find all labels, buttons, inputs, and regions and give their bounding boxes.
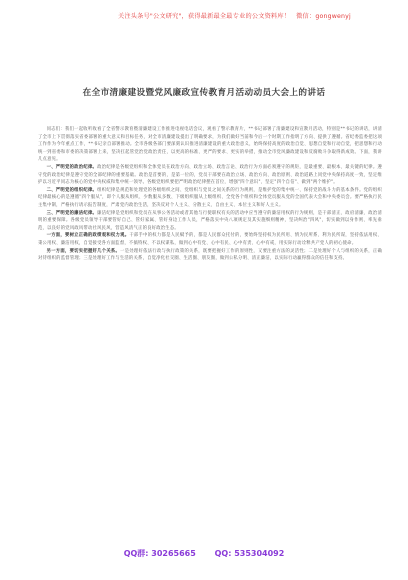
paragraph-power-view: 一方面，要树立正确的政绩观和权力观。干部手中的权力都是人民赋予的，都是人民群众托付的，要始终坚持权为民所用、情为民所系、利为民所谋，坚持依法用权、秉公用权、廉洁用权，自觉接受各方面监督，不搞特权、不以权谋私，做到心中有党、心中有民、心中有责、心中有戒，用实际行动诠释共产党人的初心使命。 — [38, 233, 382, 246]
qq-number: QQ: 535304092 — [214, 549, 285, 558]
paragraph-organizational-discipline: 二、严明党的组织纪律。组织纪律是规范和处理党的各级组织之间、党组织与党员之间关系的行为规则，是维护党的集中统一、保持党的战斗力的基本条件。党的组织纪律最核心的是遵循"四个服从"，即个人服从组织、少数服从多数、下级组织服从上级组织、全党各个组织和全体党员服从党的全国代表大会和中央委员会。要严格执行民主集中制，严格执行请示报告制度，严肃党内政治生活，坚决反对个人主义、分散主义、自由主义、本位主义和好人主义。 — [38, 187, 382, 208]
promo-banner — [0, 0, 408, 30]
paragraph-intro: 同志们：我们一起收听收看了全省警示教育暨清廉建设工作推进电视电话会议，观看了警示教育片，**书记部署了清廉建设和宣教月活动，特别是**书记的讲话，讲清了全市上下贯彻落实省委部署的重大意义和目标任务，对全市清廉建设提出了明确要求，为我们做好当前和今后一个时期工作指明了方向、提供了遵循。省纪委监委把这项工作作为今年重点工作，**书记亲自部署推动。全市各级各部门要深刻认识推进清廉建设的重大政治意义，始终保持高度的政治自觉、思想自觉和行动自觉，把思想和行动统一到省委和市委的决策部署上来，坚决扛起管党治党政治责任，以更高的标准、更严的要求、更实的举措，推动全市党风廉政建设和反腐败斗争取得新成效。下面，我讲几点意见。 — [38, 127, 382, 163]
contact-footer — [0, 548, 408, 559]
qq-group: QQ群: 30265665 — [123, 549, 196, 558]
wechat-id: 微信：gongwenyj — [296, 13, 351, 20]
document-body — [38, 126, 382, 263]
promo-text — [118, 11, 357, 20]
promo-message: 关注头条号"公文研究"，获得最新最全最专业的公文资料库！ — [118, 13, 291, 20]
paragraph-political-discipline: 一、严明党的政治纪律。政治纪律是各级党组织和全体党员在政治方向、政治立场、政治言论、政治行为方面必须遵守的规矩，是最重要、最根本、最关键的纪律。遵守党的政治纪律是遵守党的全部纪律的重要基础。政治是首要的，是第一位的，党员干部要在政治立场、政治方向、政治原则、政治道路上同党中央保持高度一致，坚定维护以习近平同志为核心的党中央权威和集中统一领导。各级党组织要把严明政治纪律摆在首位，增强"四个意识"、坚定"四个自信"、做到"两个维护"。 — [38, 164, 382, 186]
paragraph-integrity-discipline: 三、严明党的廉洁纪律。廉洁纪律是党组织和党员在从事公务活动或者其他与行使职权有关的活动中应当遵守的廉洁用权的行为规则，是干部清正、政府清廉、政治清明的重要保障。各级党员领导干部要管好自己、管好家属、管好身边工作人员，严格落实中央八项规定及其实施细则精神，坚决纠治"四风"，切实做到以身作则、率先垂范，以良好的党风政风带动社风民风，营造风清气正的良好政治生态。 — [38, 210, 382, 231]
paragraph-relationships: 另一方面，要切实把握好几个关系。一是处理好依法行政与执行政策的关系，既要把握好工作的原则性，又要注重方法的灵活性；二是处理好个人与组织的关系，正确对待组织的监督管理；三是处理好工作与生活的关系，自觉净化社交圈、生活圈、朋友圈，做到公私分明、清正廉洁，以实际行动赢得群众的信任和支持。 — [38, 248, 383, 262]
document-title: 在全市清廉建设暨党风廉政宣传教育月活动动员大会上的讲话 — [82, 88, 326, 98]
